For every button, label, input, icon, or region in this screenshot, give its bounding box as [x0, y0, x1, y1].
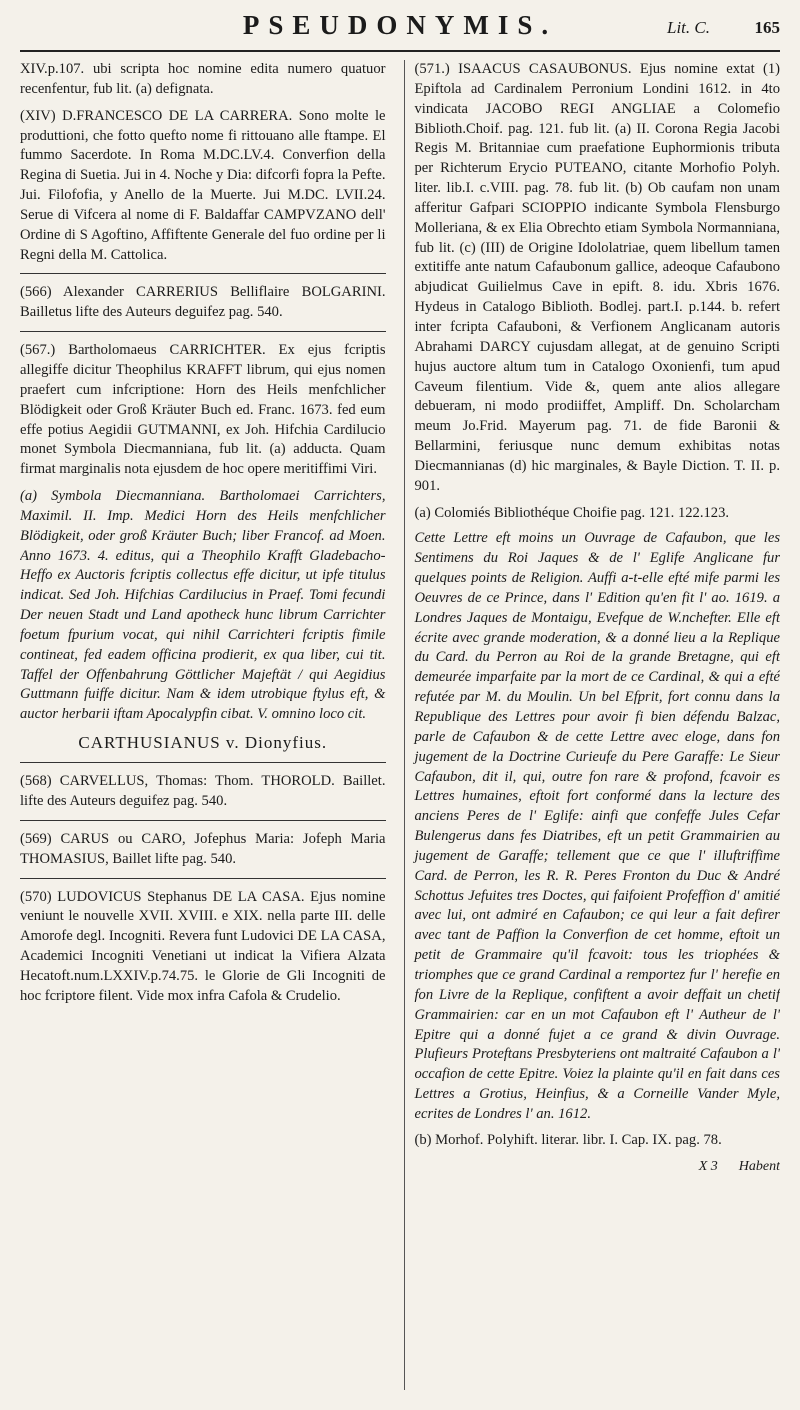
footnote-b-right: (b) Morhof. Polyhift. literar. libr. I. Cap. IX. pag. 78. — [414, 1131, 722, 1148]
right-column — [404, 60, 781, 1390]
entry-571: (571.) ISAACUS CASAUBONUS. Ejus nomine extat (1) Epiftola ad Cardinalem Perronium Londini 1612. in 4to vindicata JACOBO REGI ANGLIAE a Colomefio Biblioth.Choif. pag. 121. fub lit. (a) II. Corona Regia Jacobi Regis M. Britanniae cum praefatione Euphormionis tributa per Richterum Erycio PUTEANO, citante Morhofio Polyh. liter. lib.I. c.VIII. pag. 78. fub lit. (b) Ob caufam non unam afferitur Gafpari SCIOPPIO indicante Symbola Flensburgo Molleriana, & ex Elia Obrechto etiam Symbola Normanniana, fub lit. (c) (III) de Origine Idololatriae, quem libellum tamen extitiffe ante natum Cafaubonum gallice, adeoque Cafaubono abjudicat Guilielmus Cave in epift. 8. idu. Xbris 1676. Hydeus in Catalogo Biblioth. Bodlej. part.I. p.144. b. refert inter fcripta Cafauboni, & Verfionem Anglicanam autoris Abrahami DARCY cujusdam allegat, at de genuino Scripti hujus auctore altum tum in Catalogo Oxonienfi, tum apud Caveum filentium. Vide &, quem ante alios allegare debueram, ni modo prodiiffet, Ampliff. Dn. Scholarcham meum Jo.Frid. Mayerum pag. 71. de fide Baronii & Bellarmini, feriusque nunc demum exhibitas notas Diecmannianas (d) hic marginales, & Bayle Diction. T. II. p. 901. — [414, 61, 780, 494]
footnote-a-right-text: Cette Lettre eft moins un Ouvrage de Cafaubon, que les Sentimens du Roi Jaques & de l' Eglife Anglicane fur quelques points de Religion. Auffi a-t-elle efté mife parmi les Oeuvres de ce Prince, dans l' Edition qu'en fit l' ao. 1619. a Londres Jaques de Montaigu, Evefque de W.nchefter. Elle eft écrite avec grande moderation, & a donné lieu a la Replique du Card. du Perron au Roi de la grande Bretagne, qui eft demeurée imparfaite par la mort de ce Cardinal, & qui a efté refutée par M. du Moulin. Un bel Efprit, fort connu dans la Republique des Lettres pour avoir fi bien défendu Balzac, parle de Cafaubon & de cette Lettre avec eloge, dans fon jugement de la Doctrine Curieufe du Pere Garaffe: Le Sieur Cafaubon, dit il, qui, outre fon rare & profond, fcavoir es Lettres humaines, eftoit fort conformé dans la lecture des anciens Peres de l' Eglife: ainfi que confeffe Jules Cefar Bulengerus dans fes Diatribes, eft un petit Grammairien au jugement de Garaffe; tellement que ce que l' illuftriffime Card. de Perron, les R. R. Peres Fronton du Duc & André Schottus Jefuites tres Doctes, qui faifoient Profeffion d' amitié avec lui, ont admiré en Cafaubon; ce qui leur a fait defirer avec tant de Paffion la Converfion de cet homme, eftoit un petit de Grammaire qu'il fcavoit: tous les triophées & triomphes que ce grand Cardinal a remportez fur l' herefie en fon Livre de la Replique, confiftent a avoir deffait un chetif Grammairien: car en un mot Cafaubon eft l' Autheur de l' Epitre qui a donné fujet a ce grand & divin Ouvrage. Plufieurs Proteftans Presbyteriens ont maltraité Cafaubon a l' occafion de cette Epitre. Voiez la plainte qu'il en fait dans ces Lettres a Grotius, Heinfius, & a Corneille Vander Myle, ecrites de Londres l' an. 1612. — [414, 530, 780, 1122]
section-label: Lit. C. — [667, 18, 710, 37]
left-column — [20, 60, 386, 1390]
footnote-a-right-ref: (a) Colomiés Bibliothéque Choifie pag. 121. 122.123. — [414, 504, 730, 521]
signature-catchword — [415, 1157, 781, 1176]
separator-rule — [20, 820, 386, 821]
entry-570: (570) LUDOVICUS Stephanus DE LA CASA. Ejus nomine veniunt le nouvelle XVII. XVIII. e XIX. nella parte III. delle Amorofe degl. Incogniti. Revera funt Ludovici DE LA CASA, Academici Incogniti Venetiani ut indicat la Vifiera Alzata Hecatoft.num.LXXIV.p.74.75. le Glorie de Gli Incogniti de hoc fcriptore filent. Vide mox infra Cafola & Crudelio. — [20, 888, 386, 1004]
entry-568: (568) CARVELLUS, Thomas: Thom. THOROLD. Baillet. lifte des Auteurs deguifez pag. 540. — [20, 773, 386, 810]
running-header — [20, 6, 780, 52]
entry-567: (567.) Bartholomaeus CARRICHTER. Ex ejus fcriptis allegiffe dicitur Theophilus KRAFFT librum, qui ejus nomen praefert cum infcriptione: Horn des Heils menfchlicher Blödigkeit oder Groß Kräuter Buch ed. Franc. 1673. fed eum effe potius Aegidii GUTMANNI, ex Joh. Hifchia Cardilucio monet Symbola Diecmanniana, fub lit. (a) adducta. Quam firmat marginalis nota ejusdem de hoc opere meritiffimi Viri. — [20, 342, 386, 478]
entry-569: (569) CARUS ou CARO, Jofephus Maria: Jofeph Maria THOMASIUS, Baillet lifte pag. 540. — [20, 830, 386, 867]
running-title: PSEUDONYMIS. — [242, 10, 558, 40]
separator-rule — [20, 878, 386, 879]
separator-rule — [20, 331, 386, 332]
entry-xiv-continuation: XIV.p.107. ubi scripta hoc nomine edita numero quatuor recenfentur, fub lit. (a) defignata. — [20, 61, 386, 97]
separator-rule — [20, 273, 386, 274]
text-columns — [20, 60, 780, 1390]
entry-566: (566) Alexander CARRERIUS Belliflaire BOLGARINI. Bailletus lifte des Auteurs deguifez pag. 540. — [20, 284, 386, 321]
page-number: 165 — [754, 18, 780, 37]
separator-rule — [20, 762, 386, 763]
entry-carthusianus: CARTHUSIANUS v. Dionyfius. — [78, 733, 328, 753]
signature-mark: X 3 — [698, 1158, 718, 1174]
footnote-a-left: (a) Symbola Diecmanniana. Bartholomaei Carrichters, Maximil. II. Imp. Medici Horn des Heils menfchlicher Blödigkeit, oder groß Kräuter Buch; liber Francof. ad Moen. Anno 1673. 4. editus, qui a Theophilo Krafft Gladebacho-Heffo ex Auctoris fcriptis collectus effe dicitur, ut ipfe titulus indicat. Sed Joh. Hifchias Cardilucius in Praef. Tomi fecundi Der neuen Stadt und Land apotheck hunc librum Carrichter foetum fpurium vocat, qui nihil Carrichteri fcriptis fimile contineat, fed eadem officina prodierit, ex qua liber, cui tit. Taffel der Offenbahrung Göttlicher Majeftät / qui Aegidius Guttmann fuiffe dicitur. Nam & idem utrobique ftylus eft, & auctor herbarii iftam Apocalypfin cibat. V. omnino loco cit. — [20, 488, 386, 723]
catchword: Habent — [738, 1158, 780, 1174]
entry-carrera: (XIV) D.FRANCESCO DE LA CARRERA. Sono molte le produttioni, che fotto quefto nome fi rittouano alle ftampe. El fummo Sacerdote. In Roma M.DC.LV.4. Converfion della Regina di Suetia. Jui in 4. Noche y Dia: difcorfi fopra la Pefte. Jui. Filofofia, y Anello de la Muerte. Jui M.DC. LVII.24. Serue di Vifcera al nome di F. Baldaffar CAMPVZANO dell' Ordine di S Agoftino, Affiftente Generale del fuo ordine per li Regni della M. Cattolica. — [20, 107, 386, 263]
